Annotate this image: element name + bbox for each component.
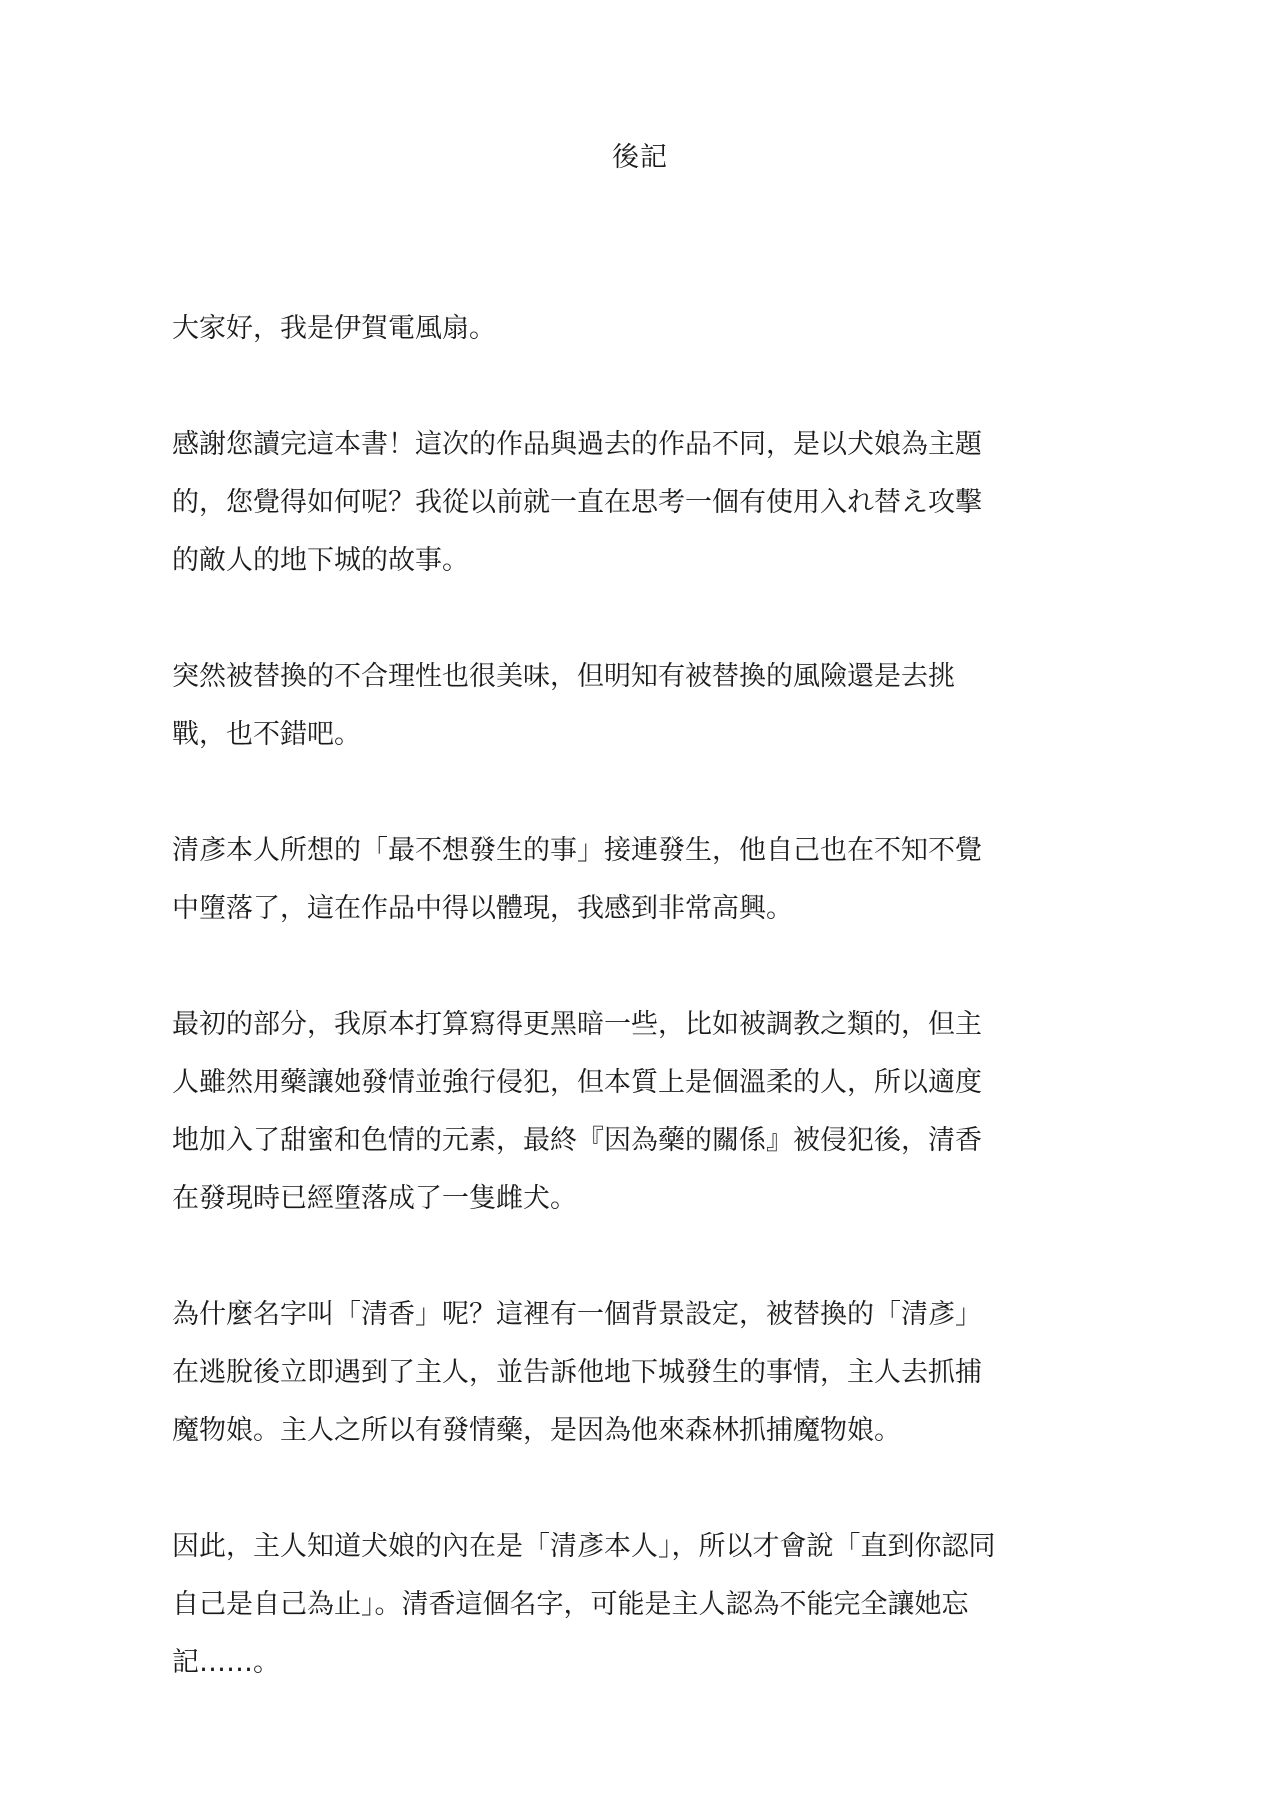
- text-line: 清彥本人所想的「最不想發生的事」接連發生，他自己也在不知不覺: [172, 835, 982, 866]
- paragraph: [172, 648, 1102, 764]
- text-line: 戰，也不錯吧。: [172, 719, 361, 750]
- text-line: 魔物娘。主人之所以有發情藥，是因為他來森林抓捕魔物娘。: [172, 1415, 901, 1446]
- text-line: 因此，主人知道犬娘的內在是「清彥本人」，所以才會說「直到你認同: [172, 1531, 996, 1562]
- text-line: 的敵人的地下城的故事。: [172, 545, 469, 576]
- text-line: 為什麼名字叫「清香」呢？這裡有一個背景設定，被替換的「清彥」: [172, 1299, 982, 1330]
- text-line: 中墮落了，這在作品中得以體現，我感到非常高興。: [172, 893, 793, 924]
- text-line: 大家好，我是伊賀電風扇。: [172, 313, 496, 344]
- text-line: 突然被替換的不合理性也很美味，但明知有被替換的風險還是去挑: [172, 661, 955, 692]
- document-title: 後記: [612, 142, 668, 173]
- text-line: 在逃脫後立即遇到了主人，並告訴他地下城發生的事情，主人去抓捕: [172, 1357, 982, 1388]
- document-body: [172, 300, 1102, 1750]
- text-line: 的，您覺得如何呢？我從以前就一直在思考一個有使用入れ替え攻擊: [172, 487, 982, 518]
- paragraph: [172, 996, 1102, 1228]
- text-line: 地加入了甜蜜和色情的元素，最終『因為藥的關係』被侵犯後，清香: [172, 1125, 982, 1156]
- text-line: 在發現時已經墮落成了一隻雌犬。: [172, 1183, 577, 1214]
- paragraph: [172, 300, 1102, 358]
- paragraph: [172, 416, 1102, 590]
- paragraph: [172, 1518, 1102, 1692]
- text-line: 最初的部分，我原本打算寫得更黑暗一些，比如被調教之類的，但主: [172, 1009, 982, 1040]
- text-line: 記……。: [172, 1647, 280, 1678]
- text-line: 人雖然用藥讓她發情並強行侵犯，但本質上是個溫柔的人，所以適度: [172, 1067, 982, 1098]
- paragraph: [172, 822, 1102, 938]
- text-line: 感謝您讀完這本書！這次的作品與過去的作品不同，是以犬娘為主題: [172, 429, 982, 460]
- paragraph: [172, 1286, 1102, 1460]
- text-line: 自己是自己為止」。清香這個名字，可能是主人認為不能完全讓她忘: [172, 1589, 969, 1620]
